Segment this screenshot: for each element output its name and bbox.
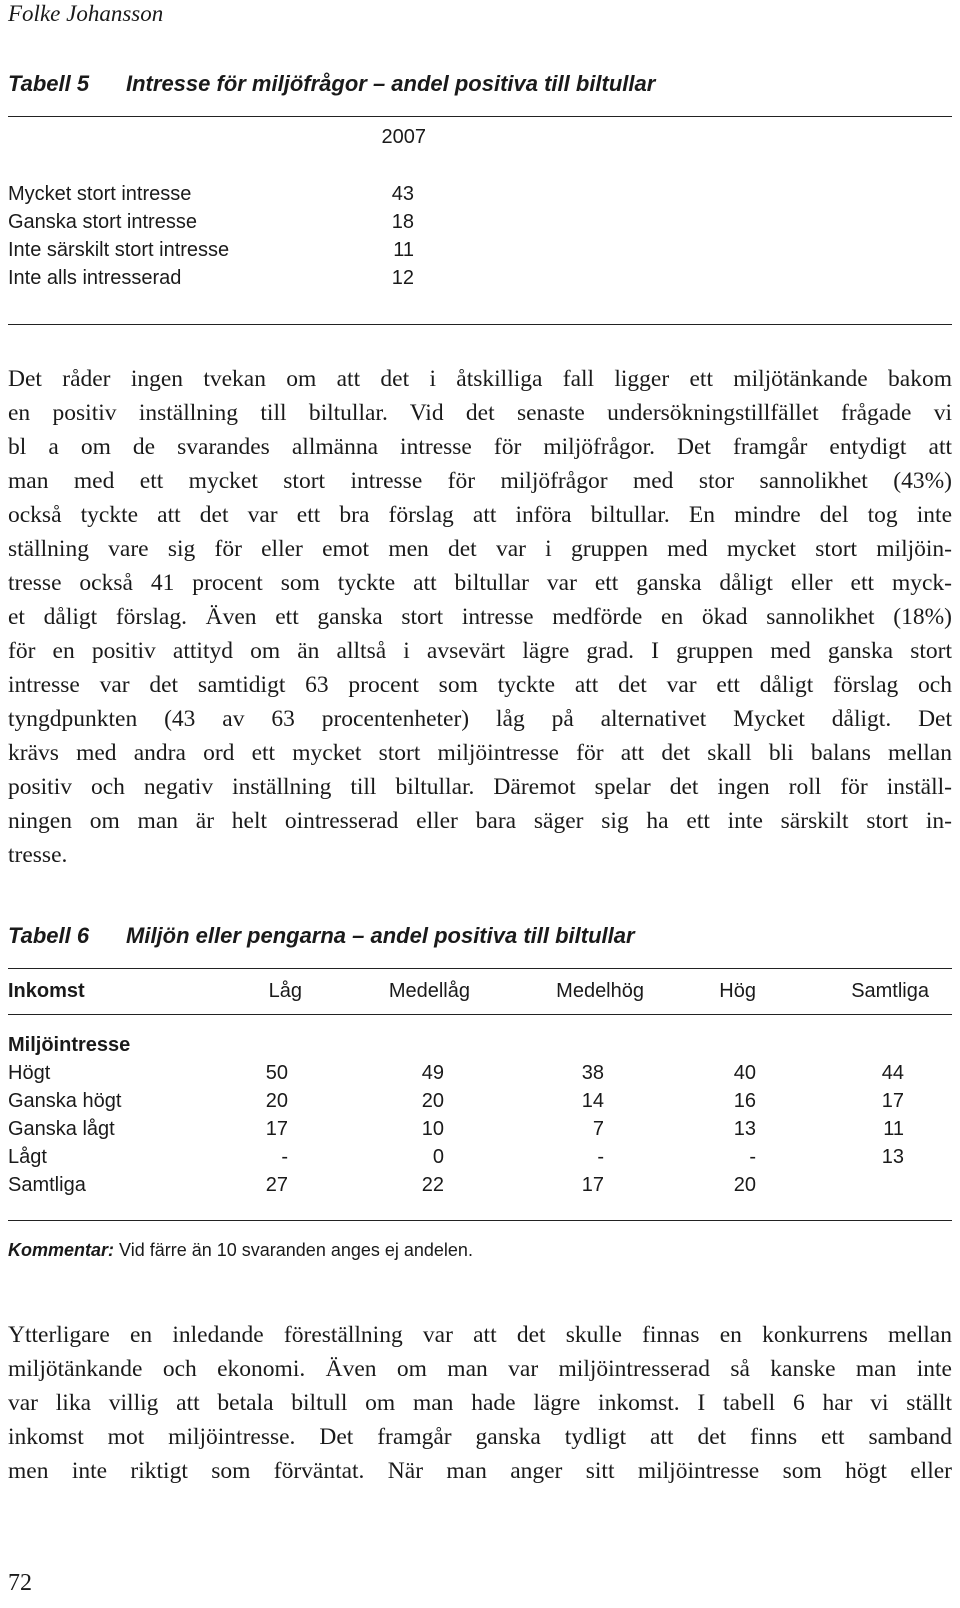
cell: - bbox=[749, 1146, 756, 1168]
cell: 20 bbox=[733, 1174, 756, 1196]
table5-top-rule bbox=[8, 116, 952, 117]
column-header: Låg bbox=[268, 980, 302, 1002]
cell: 22 bbox=[421, 1174, 444, 1196]
cell: 17 bbox=[581, 1174, 604, 1196]
table-row bbox=[8, 1115, 952, 1143]
text-line: bl a om de svarandes allmänna intresse för miljöfrågor. Det framgår entydigt att bbox=[8, 434, 952, 460]
text-line: för en positiv attityd om än alltså i avsevärt lägre grad. I gruppen med ganska stort bbox=[8, 638, 952, 664]
text-line: krävs med andra ord ett mycket stort miljöintresse för att det skall bli balans mellan bbox=[8, 740, 952, 766]
cell: 0 bbox=[432, 1146, 444, 1168]
table5-year-header: 2007 bbox=[381, 126, 426, 148]
cell: - bbox=[281, 1146, 288, 1168]
row-label: Lågt bbox=[8, 1146, 47, 1168]
table5-caption bbox=[8, 70, 655, 98]
body-paragraph-2 bbox=[8, 1318, 952, 1488]
table6-subheader: Miljöintresse bbox=[8, 1034, 131, 1056]
row-label: Ganska lågt bbox=[8, 1118, 115, 1140]
cell: 50 bbox=[265, 1062, 288, 1084]
page-number: 72 bbox=[8, 1570, 32, 1596]
body-paragraph-1 bbox=[8, 362, 952, 872]
text-line: var lika villig att betala biltull om man hade lägre inkomst. I tabell 6 har vi ställt bbox=[8, 1390, 952, 1416]
running-head: Folke Johansson bbox=[8, 1, 164, 26]
text-line: men inte riktigt som förväntat. När man anger sitt miljöintresse som högt eller bbox=[8, 1458, 952, 1484]
cell: 44 bbox=[881, 1062, 904, 1084]
text-line: intresse var det samtidigt 63 procent som tyckte att det var ett dåligt förslag och bbox=[8, 672, 952, 698]
cell: 20 bbox=[265, 1090, 288, 1112]
text-line: et dåligt förslag. Även ett ganska stort intresse medförde en ökad sannolikhet (18%) bbox=[8, 604, 952, 630]
table6-title: Miljön eller pengarna – andel positiva till biltullar bbox=[126, 923, 635, 948]
cell: 11 bbox=[883, 1118, 904, 1140]
table6-bottom-rule bbox=[8, 1220, 952, 1221]
cell: 17 bbox=[881, 1090, 904, 1112]
row-label: Högt bbox=[8, 1062, 51, 1084]
cell: 38 bbox=[581, 1062, 604, 1084]
row-label: Inte alls intresserad bbox=[8, 267, 182, 289]
row-label: Samtliga bbox=[8, 1174, 86, 1196]
cell: 10 bbox=[421, 1118, 444, 1140]
cell: 27 bbox=[265, 1174, 288, 1196]
cell: 13 bbox=[881, 1146, 904, 1168]
table6-top-rule bbox=[8, 968, 952, 969]
column-header: Hög bbox=[719, 980, 756, 1002]
column-header: Medellåg bbox=[388, 980, 470, 1002]
cell: 7 bbox=[592, 1118, 604, 1140]
row-label: Ganska stort intresse bbox=[8, 211, 197, 233]
text-line: ställning vare sig för eller emot men det var i gruppen med mycket stort miljöin- bbox=[8, 536, 952, 562]
table-row bbox=[8, 1143, 952, 1171]
comment-text: Vid färre än 10 svaranden anges ej andelen. bbox=[114, 1240, 473, 1260]
table5-bottom-rule bbox=[8, 324, 952, 325]
cell: 17 bbox=[265, 1118, 288, 1140]
table6-header-label: Inkomst bbox=[8, 980, 85, 1002]
text-line: tresse också 41 procent som tyckte att biltullar var ett ganska dåligt eller ett myck- bbox=[8, 570, 952, 596]
row-value: 12 bbox=[391, 267, 414, 289]
table6-header bbox=[8, 976, 952, 1006]
text-line: ningen om man är helt ointresserad eller bara säger sig ha ett inte särskilt stort in- bbox=[8, 808, 952, 834]
table-row bbox=[8, 1171, 952, 1199]
text-line: en positiv inställning till biltullar. Vid det senaste undersökningstillfället frågade vi bbox=[8, 400, 952, 426]
table6-comment bbox=[8, 1238, 473, 1262]
cell: 49 bbox=[421, 1062, 444, 1084]
column-header: Medelhög bbox=[556, 980, 644, 1002]
table-row bbox=[8, 236, 428, 264]
cell: 14 bbox=[581, 1090, 604, 1112]
table6-header-rule bbox=[8, 1014, 952, 1015]
text-line: Det råder ingen tvekan om att det i åtskilliga fall ligger ett miljötänkande bakom bbox=[8, 366, 952, 392]
cell: 20 bbox=[421, 1090, 444, 1112]
row-value: 11 bbox=[393, 239, 414, 261]
table5-number: Tabell 5 bbox=[8, 71, 90, 96]
text-line: inkomst mot miljöintresse. Det framgår ganska tydligt att det finns ett samband bbox=[8, 1424, 952, 1450]
row-value: 43 bbox=[391, 183, 414, 205]
table-row bbox=[8, 1087, 952, 1115]
row-label: Ganska högt bbox=[8, 1090, 122, 1112]
text-line: miljötänkande och ekonomi. Även om man var miljöintresserad så kanske man inte bbox=[8, 1356, 952, 1382]
text-line: positiv och negativ inställning till biltullar. Däremot spelar det ingen roll för inställ- bbox=[8, 774, 952, 800]
table6-number: Tabell 6 bbox=[8, 923, 90, 948]
cell: 16 bbox=[733, 1090, 756, 1112]
cell: 13 bbox=[733, 1118, 756, 1140]
table5-title: Intresse för miljöfrågor – andel positiva till biltullar bbox=[126, 71, 656, 96]
row-label: Inte särskilt stort intresse bbox=[8, 239, 230, 261]
table-row bbox=[8, 208, 428, 236]
table-row bbox=[8, 180, 428, 208]
comment-label: Kommentar: bbox=[8, 1240, 115, 1260]
cell: - bbox=[597, 1146, 604, 1168]
table6-caption bbox=[8, 922, 635, 950]
text-line: tyngdpunkten (43 av 63 procentenheter) låg på alternativet Mycket dåligt. Det bbox=[8, 706, 952, 732]
row-label: Mycket stort intresse bbox=[8, 183, 192, 205]
column-header: Samtliga bbox=[851, 980, 929, 1002]
table-row bbox=[8, 1059, 952, 1087]
text-line: man med ett mycket stort intresse för miljöfrågor med stor sannolikhet (43%) bbox=[8, 468, 952, 494]
cell: 40 bbox=[733, 1062, 756, 1084]
row-value: 18 bbox=[391, 211, 414, 233]
text-line: också tyckte att det var ett bra förslag att införa biltullar. En mindre del tog inte bbox=[8, 502, 952, 528]
text-line: Ytterligare en inledande föreställning var att det skulle finnas en konkurrens mellan bbox=[8, 1322, 952, 1348]
table-row bbox=[8, 264, 428, 292]
text-line: tresse. bbox=[8, 842, 68, 868]
